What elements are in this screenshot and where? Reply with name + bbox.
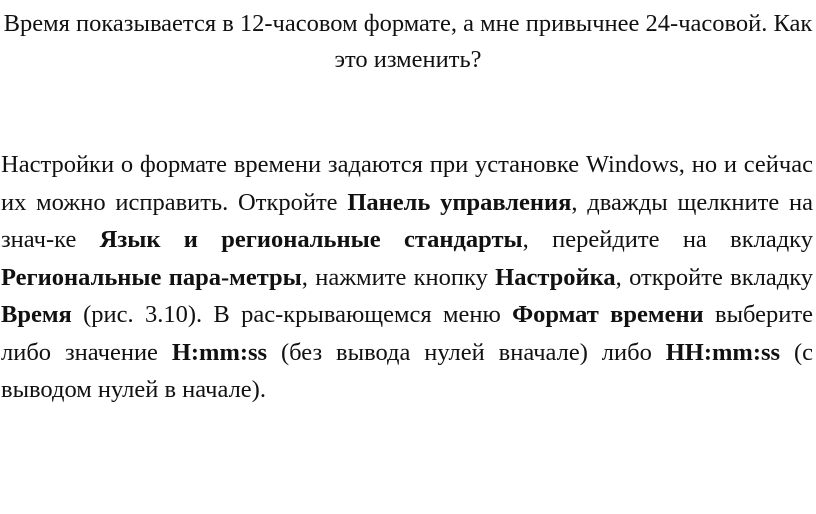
- regional-options-tab-term: Региональные пара-метры: [1, 263, 302, 291]
- answer-text-3: , перейдите на вкладку: [522, 226, 813, 253]
- format-hh-mm-ss-term: HH:mm:ss: [665, 338, 781, 366]
- answer-text-5: , откройте вкладку: [615, 263, 813, 291]
- answer-text-4: , нажмите кнопку: [301, 263, 496, 291]
- control-panel-term: Панель управления: [347, 188, 572, 216]
- answer-text-2: , дважды щелкните на знач-ке: [1, 188, 813, 253]
- answer-text-8: (без вывода нулей вначале) либо: [267, 338, 666, 366]
- regional-settings-term: Язык и региональные стандарты: [99, 226, 523, 253]
- customize-button-term: Настройка: [495, 263, 616, 291]
- answer-text-6: (рис. 3.10). В рас-крывающемся меню: [71, 301, 513, 328]
- answer-paragraph: [1, 146, 813, 409]
- format-h-mm-ss-term: H:mm:ss: [171, 338, 268, 366]
- question-heading: Время показывается в 12-часовом формате, а мне привычнее 24-часовой. Как это изменить?: [3, 10, 813, 73]
- answer-text-9: (с выводом нулей в начале).: [1, 338, 813, 403]
- answer-text-1: Настройки о формате времени задаются при установке Windows, но и сейчас их можно исправить. Откройте: [1, 151, 813, 216]
- time-tab-term: Время: [1, 301, 72, 328]
- time-format-term: Формат времени: [512, 301, 704, 328]
- answer-text-7: выберите либо значение: [1, 301, 813, 366]
